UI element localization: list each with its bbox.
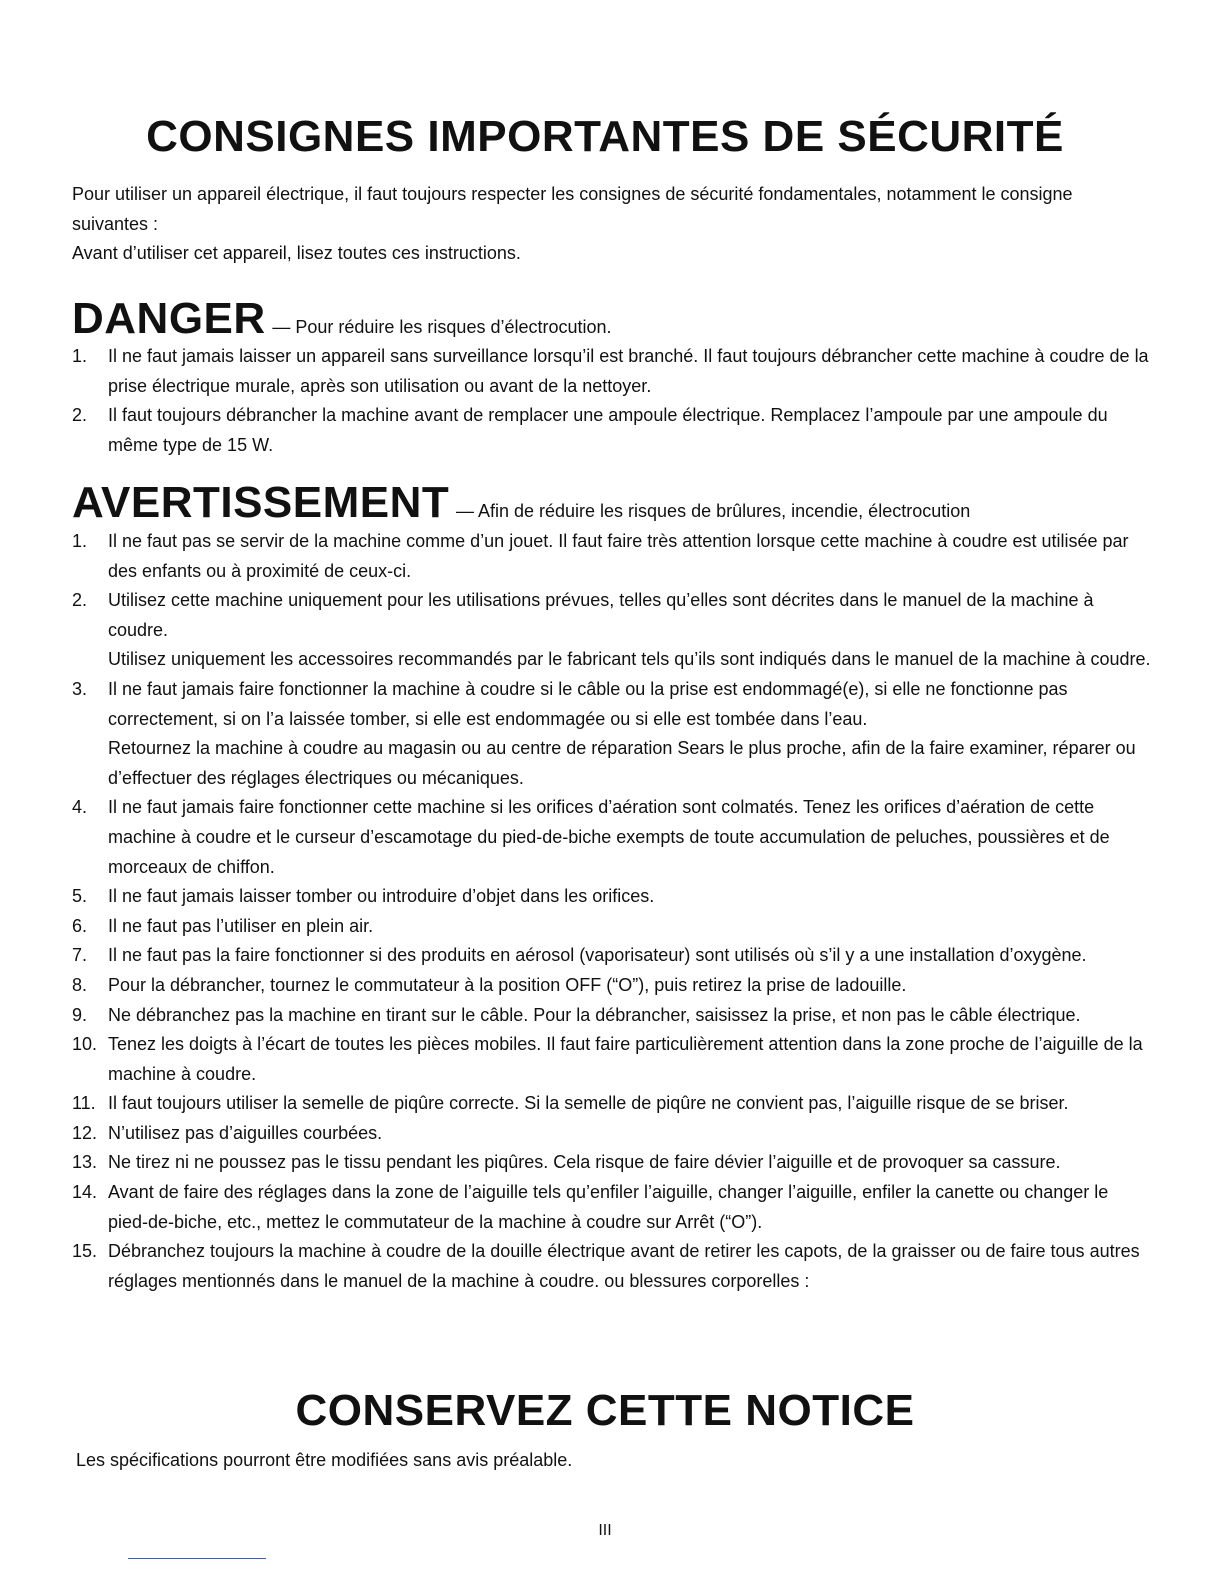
item-text: Il ne faut jamais laisser tomber ou introduire d’objet dans les orifices.: [108, 886, 655, 907]
item-text: Pour la débrancher, tournez le commutateur à la position OFF (“O”), puis retirez la prise de ladouille.: [108, 974, 907, 995]
item-text: Il ne faut pas la faire fonctionner si des produits en aérosol (vaporisateur) sont utilisés où s’il y a une installation d’oxygène.: [108, 945, 1087, 966]
item-number: 10.: [72, 1034, 98, 1055]
danger-heading-word: DANGER: [72, 294, 266, 343]
item-number: 3.: [72, 678, 88, 699]
danger-heading: [72, 294, 612, 344]
list-item: [72, 586, 1152, 675]
intro-line-1: Pour utiliser un appareil électrique, il faut toujours respecter les consignes de sécurité fondamentales, notamment le consigne suivantes :: [72, 184, 1073, 234]
item-number: 8.: [72, 974, 88, 995]
item-text: N’utilisez pas d’aiguilles courbées.: [108, 1122, 383, 1143]
danger-list: [72, 342, 1152, 460]
item-number: 5.: [72, 886, 88, 907]
item-number: 7.: [72, 945, 88, 966]
item-number: 15.: [72, 1241, 98, 1262]
list-item: [72, 1178, 1152, 1237]
item-number: 4.: [72, 797, 88, 818]
item-text: Tenez les doigts à l’écart de toutes les pièces mobiles. Il faut faire particulièrement attention dans la zone proche de l’aiguille de la machine à coudre.: [108, 1034, 1143, 1084]
item-extra-text: Retournez la machine à coudre au magasin ou au centre de réparation Sears le plus proche, afin de la faire examiner, réparer ou d’effectuer des réglages électriques ou mécaniques.: [108, 738, 1136, 788]
item-text: Il ne faut jamais faire fonctionner la machine à coudre si le câble ou la prise est endommagé(e), si elle ne fonctionne pas correctement, si on l’a laissée tomber, si elle est endommagée ou si elle est tombée dans l’eau.: [108, 678, 1068, 729]
intro-line-2: Avant d’utiliser cet appareil, lisez toutes ces instructions.: [72, 243, 521, 263]
page-title: CONSIGNES IMPORTANTES DE SÉCURITÉ: [146, 112, 1064, 161]
footer-rule: [128, 1558, 266, 1559]
item-number: 6.: [72, 915, 88, 936]
item-text: Il ne faut jamais laisser un appareil sans surveillance lorsqu’il est branché. Il faut toujours débrancher cette machine à coudre de la prise électrique murale, après son utilisation ou avant de la nettoyer.: [108, 346, 1149, 396]
item-text: Il ne faut pas l’utiliser en plein air.: [108, 915, 374, 936]
save-notice-heading: CONSERVEZ CETTE NOTICE: [295, 1386, 915, 1435]
item-text: Avant de faire des réglages dans la zone de l’aiguille tels qu’enfiler l’aiguille, changer l’aiguille, enfiler la canette ou changer le pied-de-biche, etc., mettez le commutateur de la machine à coudre sur Arrêt (“O”).: [108, 1182, 1109, 1232]
item-text: Débranchez toujours la machine à coudre de la douille électrique avant de retirer les capots, de la graisser ou de faire tous autres réglages mentionnés dans le manuel de la machine à coudre. ou blessures corporelles :: [108, 1241, 1140, 1291]
list-item: [72, 675, 1152, 793]
list-item: [72, 941, 1152, 971]
item-text: Il faut toujours débrancher la machine avant de remplacer une ampoule électrique. Remplacez l’ampoule par une ampoule du même type de 15 W.: [108, 405, 1108, 455]
warning-heading-subtitle: — Afin de réduire les risques de brûlures, incendie, électrocution: [455, 501, 971, 521]
item-text: Il ne faut jamais faire fonctionner cette machine si les orifices d’aération sont colmatés. Tenez les orifices d’aération de cette machine à coudre et le curseur d’escamotage du pied-de-biche exempts de toute accumulation de peluches, poussières et de morceaux de chiffon.: [108, 797, 1110, 877]
list-item: [72, 1148, 1152, 1178]
item-text: Ne tirez ni ne poussez pas le tissu pendant les piqûres. Cela risque de faire dévier l’aiguille et de provoquer sa cassure.: [108, 1152, 1061, 1173]
list-item: [72, 1089, 1152, 1119]
specifications-note: Les spécifications pourront être modifiées sans avis préalable.: [76, 1450, 573, 1470]
list-item: [72, 1030, 1152, 1089]
item-number: 2.: [72, 405, 88, 426]
item-text: Ne débranchez pas la machine en tirant sur le câble. Pour la débrancher, saisissez la prise, et non pas le câble électrique.: [108, 1004, 1081, 1025]
list-item: [72, 1119, 1152, 1149]
item-number: 12.: [72, 1122, 98, 1143]
list-item: [72, 1237, 1152, 1296]
item-text: Il faut toujours utiliser la semelle de piqûre correcte. Si la semelle de piqûre ne convient pas, l’aiguille risque de se briser.: [108, 1093, 1069, 1114]
list-item: [72, 912, 1152, 942]
warning-heading: [72, 478, 970, 528]
item-number: 2.: [72, 590, 88, 611]
item-number: 13.: [72, 1152, 98, 1173]
list-item: [72, 793, 1152, 882]
list-item: [72, 527, 1152, 586]
intro-block: [72, 180, 1152, 269]
item-text: Il ne faut pas se servir de la machine comme d’un jouet. Il faut faire très attention lorsque cette machine à coudre est utilisée par des enfants ou à proximité de ceux-ci.: [108, 531, 1129, 581]
list-item: [72, 401, 1152, 460]
item-extra-text: Utilisez uniquement les accessoires recommandés par le fabricant tels qu’ils sont indiqués dans le manuel de la machine à coudre.: [108, 649, 1151, 670]
item-number: 1.: [72, 346, 88, 366]
list-item: [72, 1001, 1152, 1031]
item-text: Utilisez cette machine uniquement pour les utilisations prévues, telles qu’elles sont décrites dans le manuel de la machine à coudre.: [108, 590, 1094, 640]
list-item: [72, 971, 1152, 1001]
warning-heading-word: AVERTISSEMENT: [72, 478, 450, 527]
item-number: 9.: [72, 1004, 88, 1025]
danger-heading-subtitle: — Pour réduire les risques d’électrocution.: [272, 317, 612, 337]
item-number: 14.: [72, 1182, 98, 1203]
list-item: [72, 342, 1152, 401]
list-item: [72, 882, 1152, 912]
item-number: 1.: [72, 531, 88, 551]
page-number: III: [598, 1522, 612, 1539]
warning-list: [72, 527, 1152, 1296]
item-number: 11.: [72, 1093, 96, 1114]
